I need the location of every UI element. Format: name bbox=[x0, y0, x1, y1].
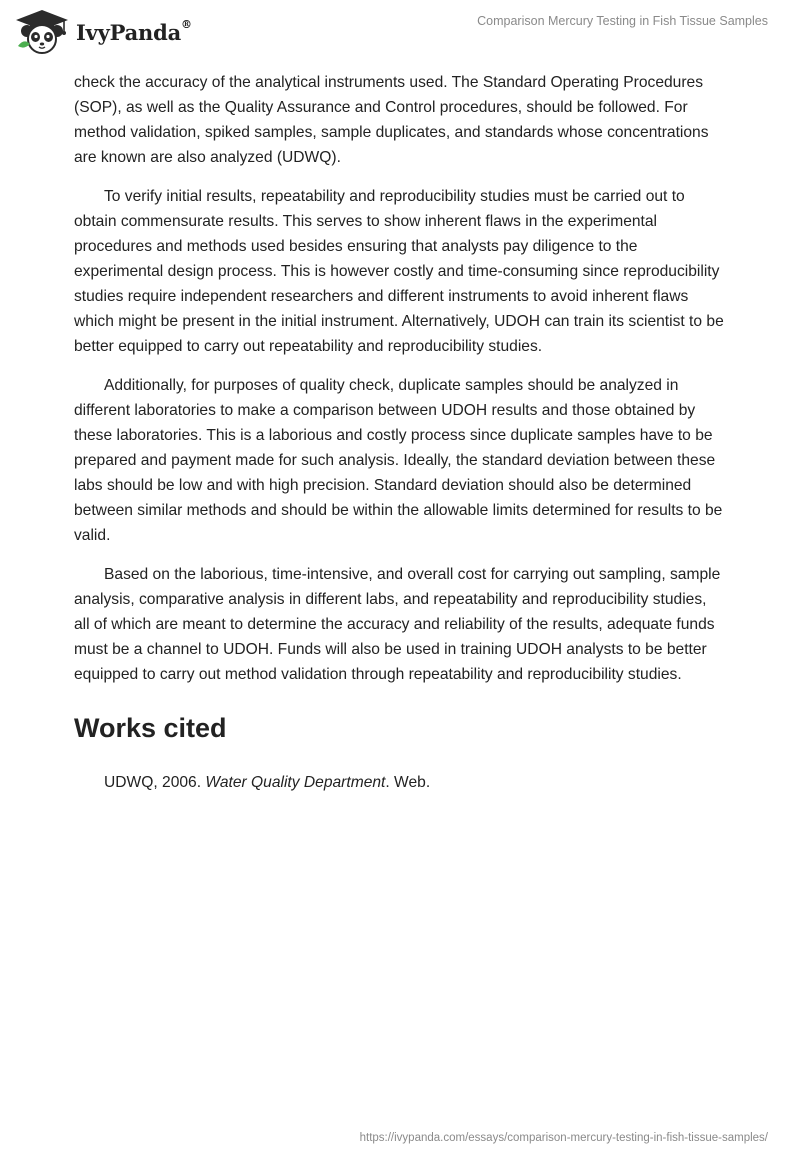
citation-entry bbox=[74, 770, 724, 795]
paragraph-1: check the accuracy of the analytical instruments used. The Standard Operating Procedures (SOP), as well as the Quality Assurance and Control procedures, should be followed. For method validation, spiked samples, sample duplicates, and standards whose concentrations are known are also analyzed (UDWQ). bbox=[74, 74, 709, 166]
works-cited-heading: Works cited bbox=[74, 713, 227, 743]
paragraph-2: To verify initial results, repeatability and reproducibility studies must be carried out to obtain commensurate results. This serves to show inherent flaws in the experimental procedures and methods used besides ensuring that analysts pay diligence to the experimental design process. This is however costly and time-consuming since reproducibility studies require independent researchers and different instruments to avoid inherent flaws which might be present in the initial instrument. Alternatively, UDOH can train its scientist to be better equipped to carry out repeatability and reproducibility studies. bbox=[74, 188, 724, 355]
ivypanda-logo[interactable] bbox=[14, 8, 192, 56]
citation-suffix: . Web. bbox=[385, 774, 431, 791]
paragraph-4: Based on the laborious, time-intensive, and overall cost for carrying out sampling, sample analysis, comparative analysis in different labs, and repeatability and reproducibility studies, all of which are meant to determine the accuracy and reliability of the results, adequate funds must be a channel to UDOH. Funds will also be used in training UDOH analysts to be better equipped to carry out method validation through repeatability and reproducibility studies. bbox=[74, 566, 721, 683]
citation-prefix: UDWQ, 2006. bbox=[104, 774, 206, 791]
source-url-link[interactable]: https://ivypanda.com/essays/comparison-mercury-testing-in-fish-tissue-samples/ bbox=[359, 1132, 768, 1144]
registered-mark: ® bbox=[181, 17, 192, 31]
logo-text: IvyPanda bbox=[76, 19, 182, 45]
page-header bbox=[0, 0, 800, 70]
document-title: Comparison Mercury Testing in Fish Tissue Samples bbox=[477, 14, 768, 28]
paragraph-3: Additionally, for purposes of quality check, duplicate samples should be analyzed in different laboratories to make a comparison between UDOH results and those obtained by these laboratories. This is a laborious and costly process since duplicate samples have to be prepared and payment made for such analysis. Ideally, the standard deviation between these labs should be low and with high precision. Standard deviation should also be determined between similar methods and should be within the allowable limits determined for results to be valid. bbox=[74, 377, 723, 544]
citation-title: Water Quality Department bbox=[205, 774, 386, 791]
panda-graduation-cap-icon bbox=[14, 8, 70, 56]
logo-wordmark bbox=[76, 17, 192, 45]
essay-content bbox=[74, 70, 724, 795]
